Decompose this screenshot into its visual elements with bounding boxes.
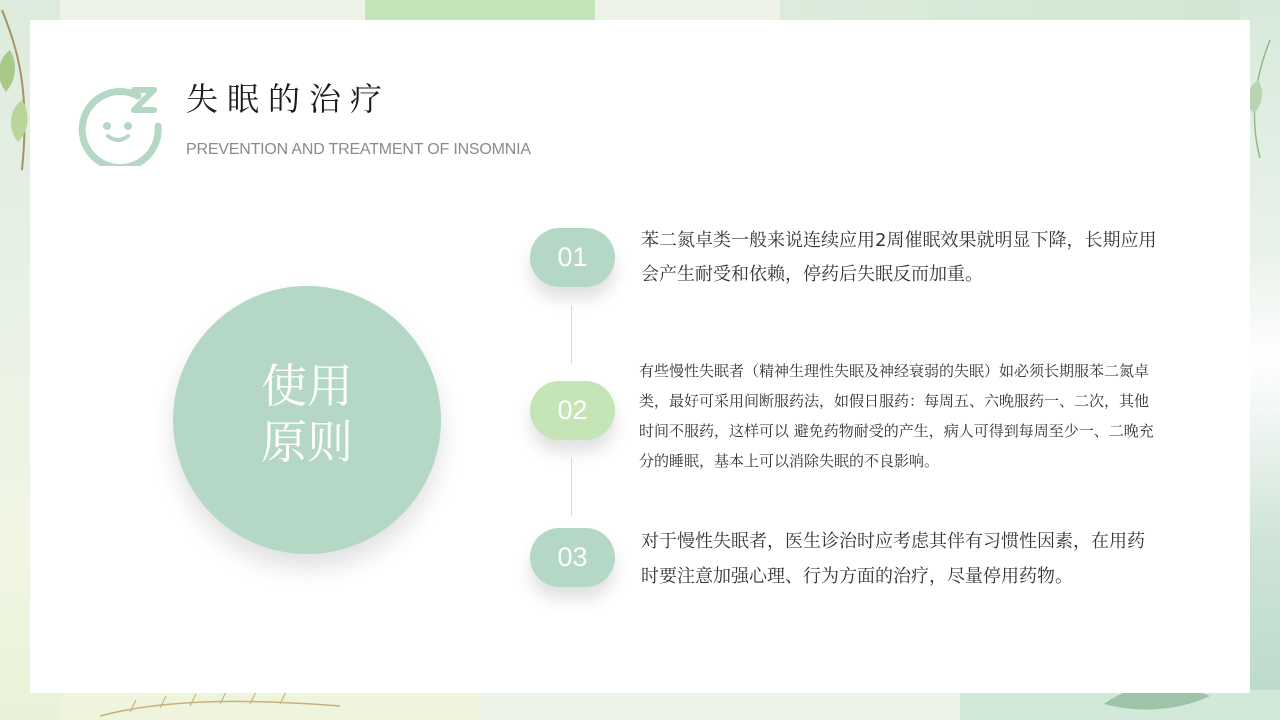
item-text-02: 有些慢性失眠者（精神生理性失眠及神经衰弱的失眠）如必须长期服苯二氮卓类，最好可采用间断服药法，如假日服药：每周五、六晚服药一、二次，其他时间不服药，这样可以 避免药物耐受的产生，病人可得到每周至少一、二晚充分的睡眠，基本上可以消除失眠的不良影响。	[639, 362, 1154, 470]
item-text-03: 对于慢性失眠者，医生诊治时应考虑其伴有习惯性因素，在用药时要注意加强心理、行为方面的治疗，尽量停用药物。	[641, 531, 1145, 587]
item-number-badge-03: 03	[530, 528, 615, 587]
timeline-connector	[571, 458, 572, 516]
timeline-connector	[571, 306, 572, 364]
item-text-01: 苯二氮卓类一般来说连续应用2周催眠效果就明显下降，长期应用会产生耐受和依赖，停药后失眠反而加重。	[641, 230, 1157, 285]
sleepy-face-icon	[78, 80, 164, 166]
principle-circle-label	[173, 358, 441, 470]
principle-line-2: 原则	[261, 415, 353, 469]
principle-circle	[173, 286, 441, 554]
item-number-badge-02: 02	[530, 381, 615, 440]
fern-decoration-icon	[100, 690, 340, 720]
page-title: 失眠的治疗	[186, 80, 392, 118]
page-subtitle: PREVENTION AND TREATMENT OF INSOMNIA	[186, 141, 531, 158]
principle-line-1: 使用	[261, 359, 353, 413]
item-number-badge-01: 01	[530, 228, 615, 287]
